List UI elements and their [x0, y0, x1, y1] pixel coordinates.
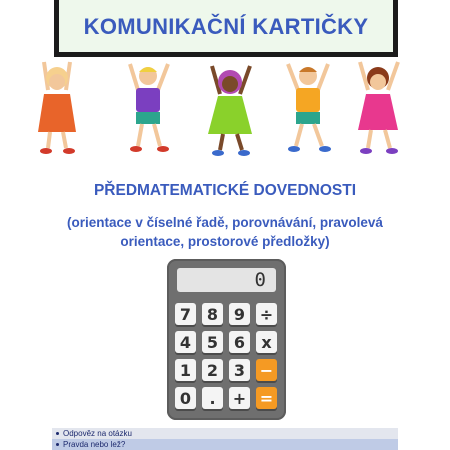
- subheading-line: (orientace v číselné řadě, porovnávání, pravolevá: [67, 215, 383, 230]
- calculator-key-minus: −: [256, 359, 277, 381]
- bullet-icon: [56, 432, 59, 435]
- calculator-key: ÷: [256, 303, 277, 325]
- list-item-label: Odpověz na otázku: [63, 429, 132, 438]
- list-item: [52, 439, 398, 450]
- calculator-key: 1: [175, 359, 196, 381]
- section-subheading: [40, 213, 410, 251]
- bullet-icon: [56, 443, 59, 446]
- calculator-key: 0: [175, 387, 196, 409]
- calculator-key: 4: [175, 331, 196, 353]
- calculator-key: +: [229, 387, 250, 409]
- calculator-key: 3: [229, 359, 250, 381]
- child-figure: [208, 66, 252, 156]
- calculator-key-equals: =: [256, 387, 277, 409]
- child-figure: [358, 62, 398, 154]
- calculator-keypad: [175, 303, 279, 409]
- calculator-key: 7: [175, 303, 196, 325]
- calculator-key: 9: [229, 303, 250, 325]
- calculator-display: 0: [177, 268, 276, 292]
- list-item: [52, 428, 398, 439]
- subheading-line: orientace, prostorové předložky): [120, 234, 330, 249]
- calculator-icon: [167, 259, 286, 420]
- child-figure: [130, 64, 169, 152]
- list-item-label: Pravda nebo lež?: [63, 440, 126, 449]
- children-illustration: [30, 56, 420, 160]
- calculator-key: .: [202, 387, 223, 409]
- title-banner: [54, 0, 398, 57]
- child-figure: [288, 64, 331, 152]
- calculator-key: 6: [229, 331, 250, 353]
- calculator-key: 5: [202, 331, 223, 353]
- child-figure: [38, 62, 76, 154]
- calculator-key: 8: [202, 303, 223, 325]
- page-title: KOMUNIKAČNÍ KARTIČKY: [83, 14, 369, 39]
- activity-list: [52, 428, 398, 450]
- calculator-key: x: [256, 331, 277, 353]
- section-heading: PŘEDMATEMATICKÉ DOVEDNOSTI: [93, 182, 357, 199]
- calculator-key: 2: [202, 359, 223, 381]
